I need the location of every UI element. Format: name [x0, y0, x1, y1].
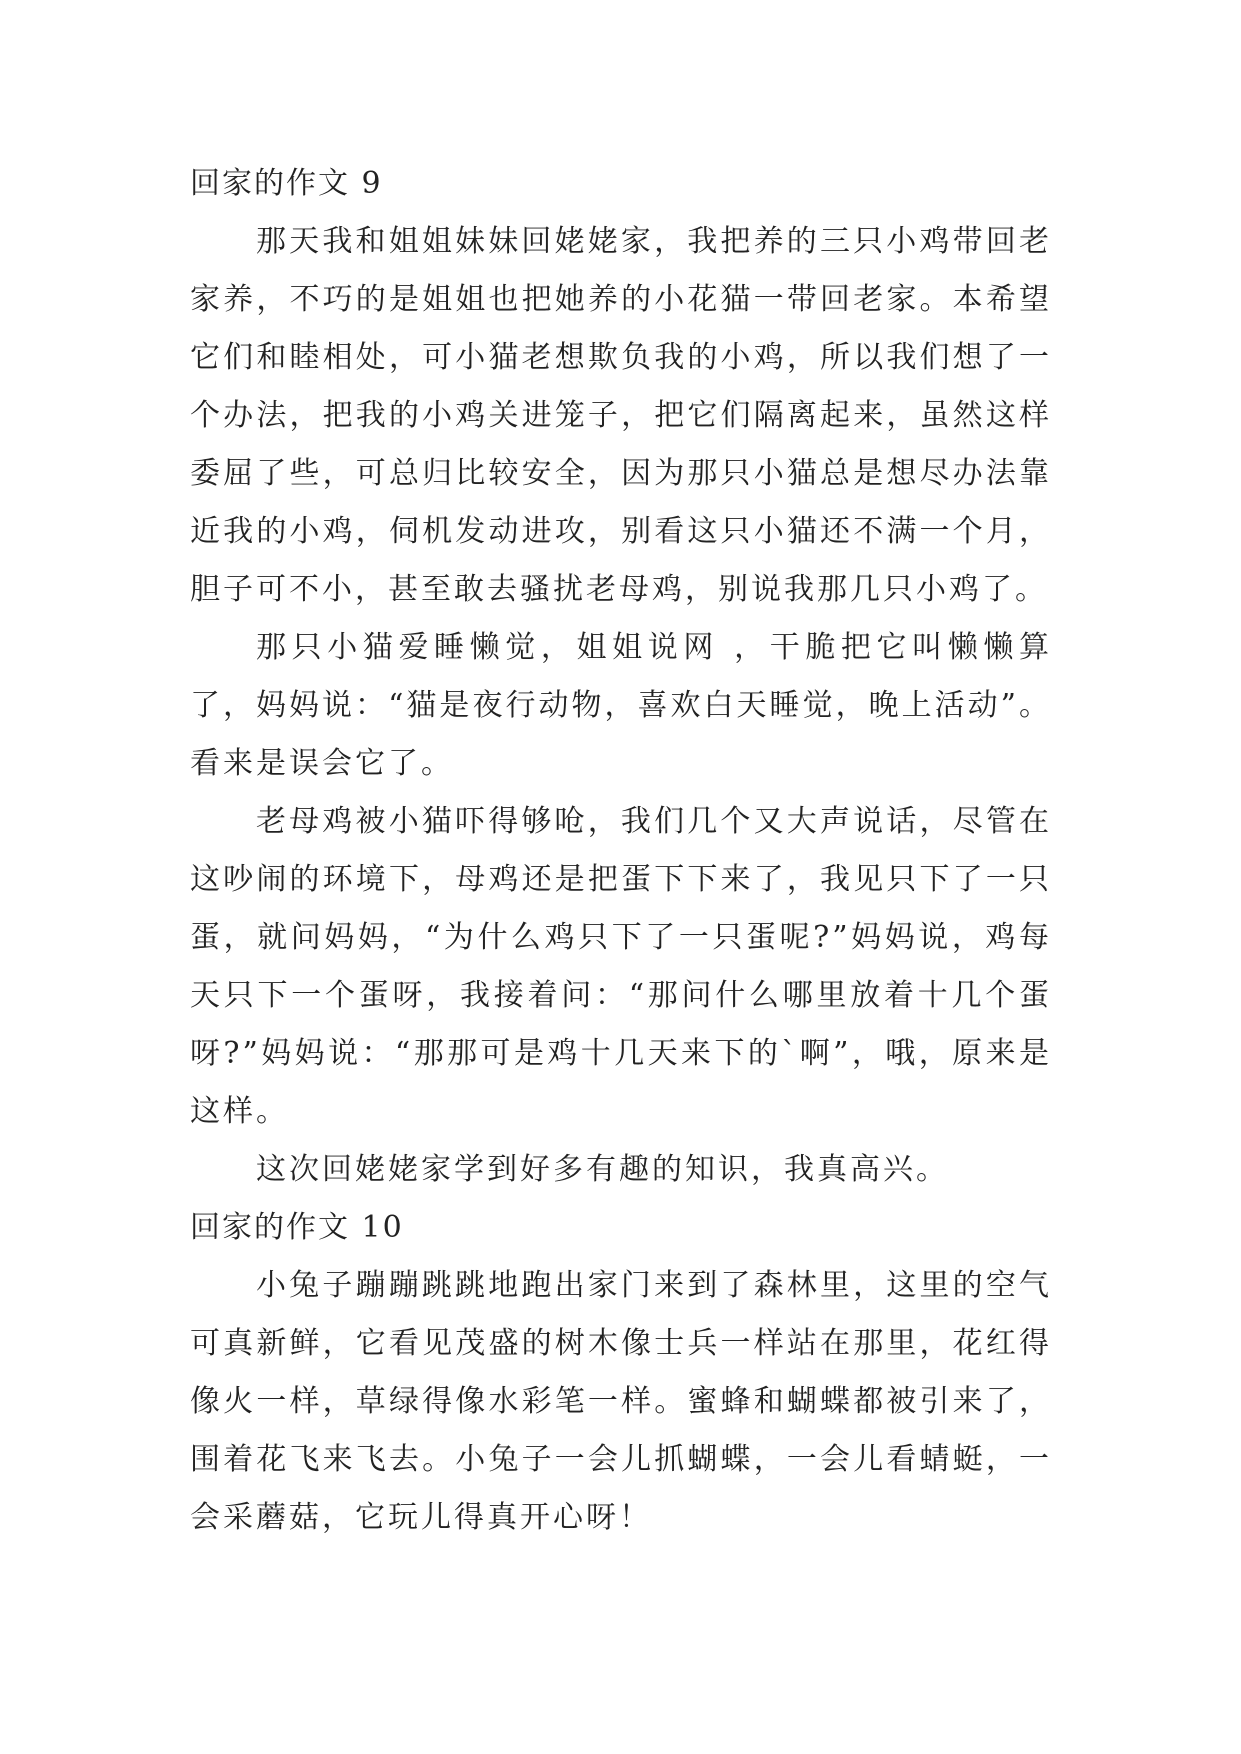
paragraph: 小兔子蹦蹦跳跳地跑出家门来到了森林里，这里的空气可真新鲜，它看见茂盛的树木像士兵一样站在那里，花红得像火一样，草绿得像水彩笔一样。蜜蜂和蝴蝶都被引来了，围着花飞来飞去。小兔子一会儿抓蝴蝶，一会儿看蜻蜓，一会采蘑菇，它玩儿得真开心呀！	[190, 1268, 1052, 1535]
paragraph: 那只小猫爱睡懒觉，姐姐说网 ，干脆把它叫懒懒算了，妈妈说：“猫是夜行动物，喜欢白天睡觉，晚上活动”。看来是误会它了。	[190, 630, 1052, 781]
essay-section-10	[190, 1199, 1052, 1547]
paragraph: 老母鸡被小猫吓得够呛，我们几个又大声说话，尽管在这吵闹的环境下，母鸡还是把蛋下下来了，我见只下了一只蛋，就问妈妈，“为什么鸡只下了一只蛋呢?”妈妈说，鸡每天只下一个蛋呀，我接着问：“那问什么哪里放着十几个蛋呀?”妈妈说：“那那可是鸡十几天来下的`啊”，哦，原来是这样。	[190, 804, 1052, 1129]
document-body	[190, 155, 1052, 1547]
section-title: 回家的作文 9	[190, 166, 383, 201]
essay-section-9	[190, 155, 1052, 1199]
section-title: 回家的作文 10	[190, 1210, 404, 1245]
paragraph: 这次回姥姥家学到好多有趣的知识，我真高兴。	[256, 1152, 949, 1187]
paragraph: 那天我和姐姐妹妹回姥姥家，我把养的三只小鸡带回老家养，不巧的是姐姐也把她养的小花猫一带回老家。本希望它们和睦相处，可小猫老想欺负我的小鸡，所以我们想了一个办法，把我的小鸡关进笼子，把它们隔离起来，虽然这样委屈了些，可总归比较安全，因为那只小猫总是想尽办法靠近我的小鸡，伺机发动进攻，别看这只小猫还不满一个月，胆子可不小，甚至敢去骚扰老母鸡，别说我那几只小鸡了。	[190, 224, 1052, 607]
